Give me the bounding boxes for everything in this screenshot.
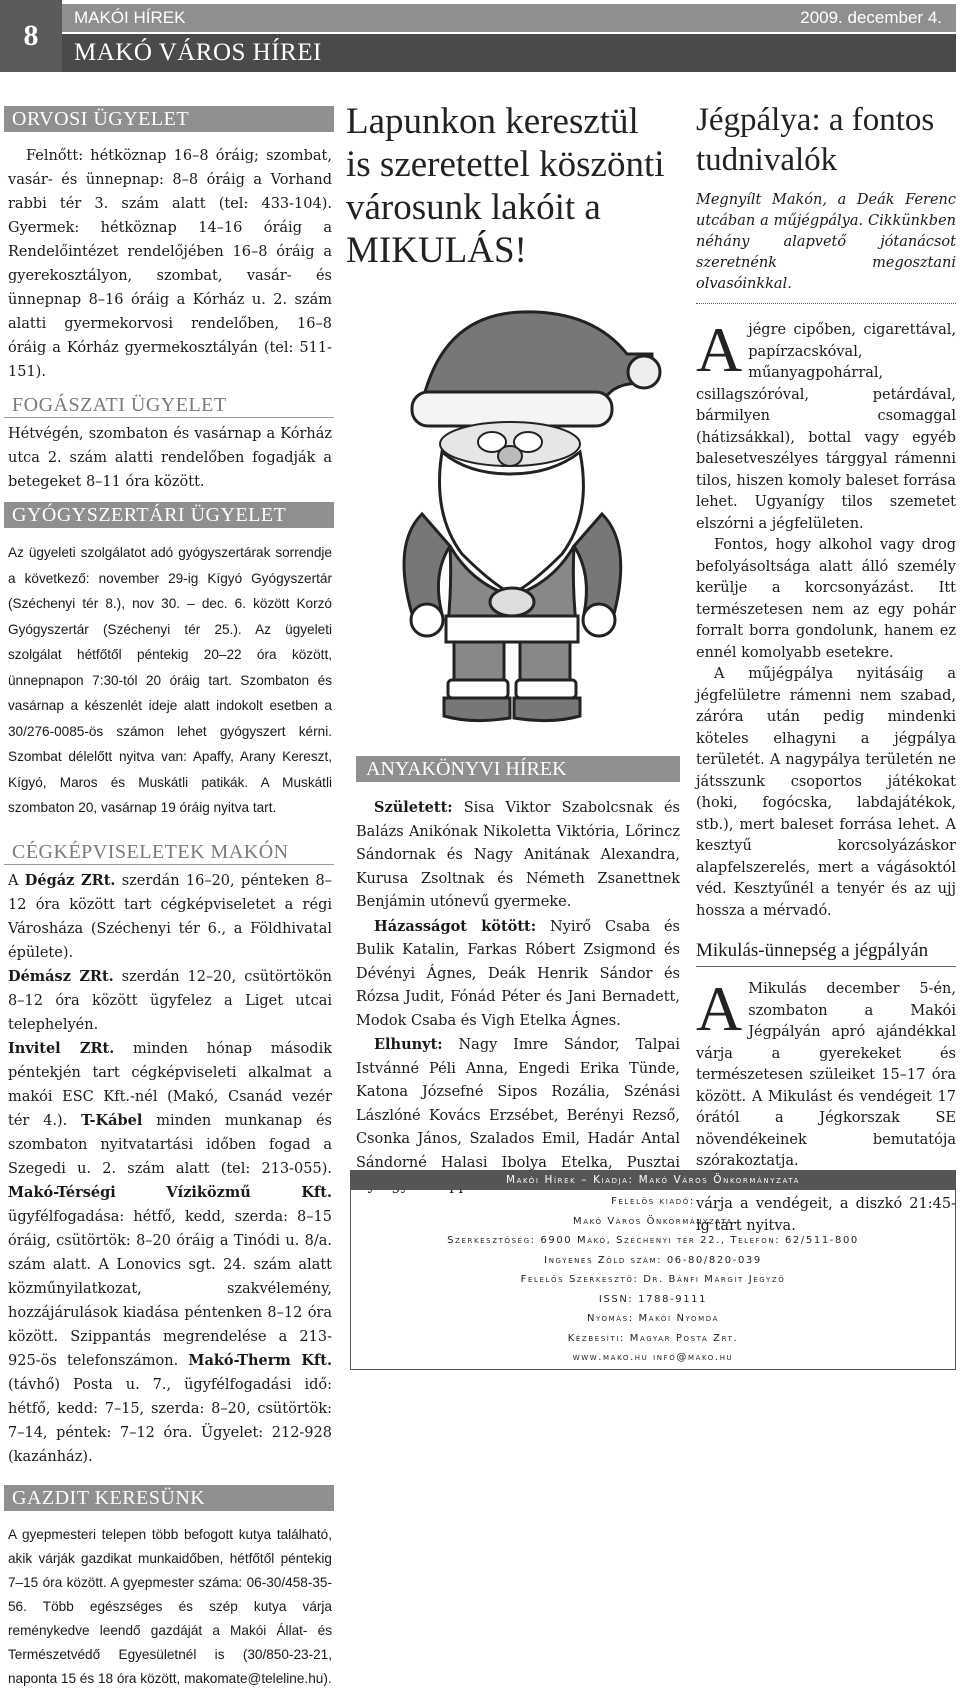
elhunyt-para: Elhunyt: Nagy Imre Sándor, Talpai Istvánné Péli Anna, Engedi Erika Tünde, Katona Józsefné Sipos Rozália, Szénási Lászlóné Kovács Erzsébet, Berényi Rezső, Csonka János, Szalados Emil, Hadár Antal Sándorné Halasi Ibolya Etelka, Pusztai	[356, 1036, 680, 1171]
gazdit-text: A gyepmesteri telepen több befogott kutya található, akik várják gazdikat munkaidőben, hétfőtől péntekig 7–15 óra között. A gyepmester száma: 06-30/458-35-56. Több egészséges és szép kutya várja reménykedve leendő gazdáját a Makói Állat- és Természetvédő Egyesületnél is (30/850-23-21, naponta 15 és 18 óra között, makomate@teleline.hu).	[8, 1526, 332, 1686]
anyakonyv-title: ANYAKÖNYVI HÍREK	[356, 756, 680, 782]
mikulas-unnep-title: Mikulás-ünnepség a jégpályán	[696, 940, 956, 967]
gazdit-title: GAZDIT KERESÜNK	[4, 1485, 334, 1511]
jegpalya-title-1: Jégpálya: a fontos	[696, 102, 935, 138]
page-number: 8	[0, 0, 62, 72]
impresszum-box: Felelős kiadó: Makó Város Önkormányzata Szerkesztőség: 6900 Makó, Széchenyi tér 22., Telefon: 62/511-800 Ingyenes Zöld szám: 06-80/820-039 Felelős Szerkesztő: Dr. Bánfi Margit Jegyző ISSN: 1788-9111 Nyomás: Makói Nyomda Kézbesíti: Magyar Posta Zrt. www.mako.hu info@mako.hu	[350, 1190, 956, 1370]
impresszum-band: Makói Hírek – Kiadja: Makó Város Önkormányzata	[350, 1170, 956, 1190]
section-title: MAKÓ VÁROS HÍREI	[62, 34, 956, 72]
anyakonyv-text	[356, 796, 680, 1199]
jegpalya-title-2: tudnivalók	[696, 142, 838, 178]
mikulas-headline-4: MIKULÁS!	[346, 230, 527, 271]
jegpalya-body: A jégre cipőben, cigarettával, papírzacskóval, műanyagpohárral, csillagszóróval, petárdával, bármilyen csomaggal (hátizsákkal), bottal vagy egyéb balesetveszélyes tárggyal rámenni tilos, hiszen komoly baleset forrása lehet. Ugyanígy tilos szemetet elszórni a jégfelületen. Fontos, hogy alkohol vagy drog befolyásoltsága alatt álló személy kerülje a korcsonyázást. Itt természetesen nem az egy pohár forralt borra gondolunk, hanem ez ennél komolyabb esetekre. A műjégpálya nyitásáig a jégfelületre rámenni nem szabad, záróra után pedig mindenki köteles elhagyni a jégpálya területét. A nagypálya területén ne játsszunk csoportos játékokat (hoki, fogócska, labdajátékok, stb.), mert baleset forrása lehet. A kesztyű korcsolyázáskor alapfelszerelés, mert a vágásoktól véd. Kesztyűnél a tenyér és az ujj hossza a mérvadó.	[696, 314, 956, 919]
mikulas-headline-3: városunk lakóit a	[346, 187, 601, 228]
fogaszati-title: FOGÁSZATI ÜGYELET	[4, 392, 334, 418]
cegkep-p2: Démász ZRt. szerdán 12–20, csütörtökön 8–12 óra között ügyfelez a Liget utcai telephelyén.	[8, 967, 332, 1033]
gyogyszertari-title: GYÓGYSZERTÁRI ÜGYELET	[4, 502, 334, 528]
jegpalya-lead: Megnyílt Makón, a Deák Ferenc utcában a műjégpálya. Cikkünkben néhány alapvető jótanácsot szeretnénk megosztani olvasóinkkal.	[696, 190, 956, 304]
szuletett-para: Született: Sisa Viktor Szabolcsnak és Balázs Anikónak Nikoletta Viktória, Lőrincz Sándornak és Nagy Anitának Alexandra, Kurusa Zsoltnak és Németh Zsanettnek Benjámin utónevű gyermeke.	[356, 799, 680, 910]
masthead-bar	[62, 4, 956, 32]
cegkep-title: CÉGKÉPVISELETEK MAKÓN	[4, 839, 334, 865]
cegkep-p1: A Dégáz ZRt. szerdán 16–20, pénteken 8–12 óra között tart cégképviseletet a régi Városháza (Széchenyi tér 6., a Földhivatal épülete).	[8, 871, 332, 961]
drop-cap: A	[696, 973, 743, 1044]
mikulas-headline-1: Lapunkon keresztül	[346, 101, 639, 142]
right-column	[696, 100, 956, 1237]
hazassag-para: Házasságot kötött: Nyirő Csaba és Bulik Katalin, Farkas Róbert Zsigmond és Dévényi Ágnes, Deák Henrik Sándor és Rózsa Judit, Fónád Péter és Jani Bernadett, Modok Csaba és Vigh Etelka Ágnes.	[356, 917, 680, 1029]
gyogyszertari-text: Az ügyeleti szolgálatot adó gyógyszertárak sorrendje a következő: november 29-ig Kígyó Gyógyszertár (Széchenyi tér 8.), nov 30. – dec. 6. között Korzó Gyógyszertár (Széchenyi tér 25.). Az ügyeleti szolgálat hétfőtől péntekig 20–22 óra között, ünnepnapon 7:30-tól 20 óráig tart. Szombaton és vasárnap a készenlét ideje alatt indokolt esetben a 30/276-0085-ös számon lehet gyógyszert kérni. Szombat délelőtt nyitva van: Apaffy, Arany Kereszt, Kígyó, Maros és Muskátli patikák. A Muskátli szombaton 20, vasárnap 19 óráig nyitva tart.	[8, 545, 332, 815]
orvosi-text: Felnőtt: hétköznap 16–8 óráig; szombat, vasár- és ünnepnap: 8–8 óráig a Vorhand rabbi tér 3. szám alatt (tel: 433-104). Gyermek: hétköznap 14–16 óráig a Rendelőintézet rendelőjében 16–8 óráig a gyerekosztályon, szombat, vasár- és ünnepnap 8–16 óráig a Kórház u. 2. szám alatti gyermekorvosi rendelőben, 16–8 óráig a Kórház gyermekosztályán (tel: 511-151).	[8, 148, 332, 380]
fogaszati-text: Hétvégén, szombaton és vasárnap a Kórház utca 2. szám alatti rendelőben fogadják a betegeket 8–11 óra között.	[8, 426, 332, 490]
left-column	[4, 106, 334, 1691]
drop-cap: A	[696, 314, 743, 385]
website-link[interactable]: www.mako.hu info@mako.hu	[572, 1352, 734, 1363]
issue-date: 2009. december 4.	[800, 8, 942, 27]
orvosi-title: ORVOSI ÜGYELET	[4, 106, 334, 132]
paper-name: MAKÓI HÍREK	[74, 8, 186, 27]
santa-illustration	[352, 284, 672, 724]
mikulas-unnep-body: A Mikulás december 5-én, szombaton a Makói Jégpályán apró ajándékkal várja a gyerekeket és természetesen szüleiket 15–17 óra között. A Mikulást és vendégeit 17 órától a Jégkorszak SE növendékeinek bemutatója szórakoztatja. várja a vendégeit, a diszkó 21:45-ig tart nyitva.	[696, 973, 956, 1234]
cegkep-p3: Invitel ZRt. minden hónap második péntekjén tart cégképviseleti alkalmat a makói ESC Kft.-nél (Makó, Csanád vezér tér 4.). T-Kábel minden munkanap és szombaton nyitvatartási időben fogad a Szegedi u. 2. szám alatt (tel: 213-055). Makó-Térségi Víziközmű Kft. ügyfélfogadása: hétfő, kedd, szerda: 8–15 óráig, csütörtök: 8–20 óráig a Tinódi u. 8/a. szám alatt. A Lonovics sgt. 24. szám alatt közműnyilatkozat, szakvélemény, hozzájárulások kiadása péntenken 8–12 óra között. Szippantás megrendelése a 213-925-ös telefonszámon. Makó-Therm Kft. (távhő) Posta u. 7., ügyfélfogadási idő: hétfő, kedd: 7–15, szerda: 8–20, csütörtök: 7–14, péntek: 7–12 óra. Ügyelet: 212-928 (kazánház).	[8, 1039, 332, 1465]
mikulas-headline-2: is szeretettel köszönti	[346, 144, 665, 185]
mikulas-greeting	[346, 100, 676, 272]
